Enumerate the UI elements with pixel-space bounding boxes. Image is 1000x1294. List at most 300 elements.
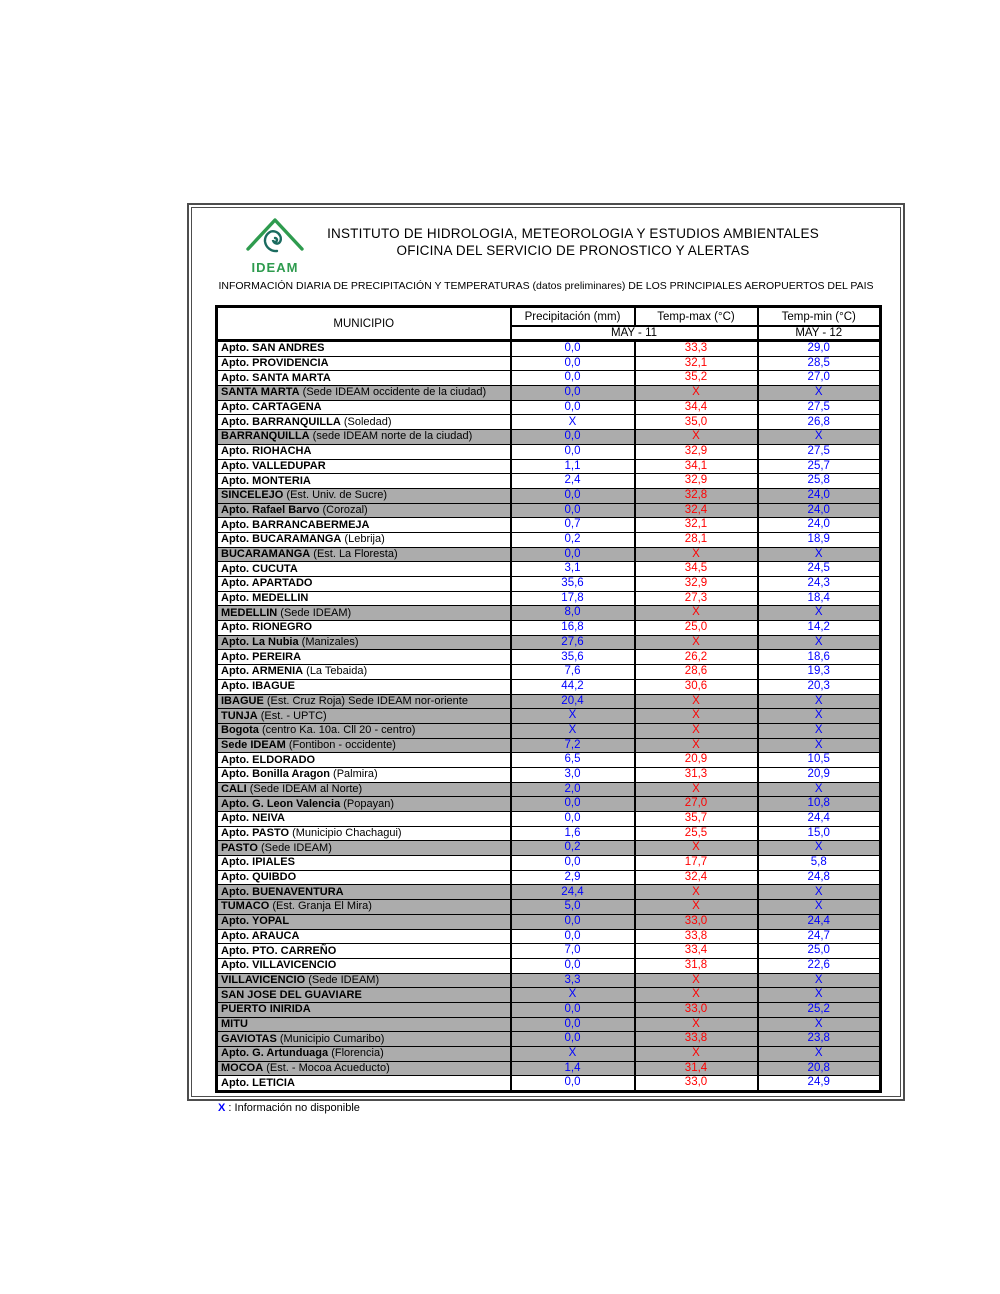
municipio-name: Apto. VALLEDUPAR (221, 459, 326, 472)
temp-min-value: 23,8 (758, 1032, 881, 1047)
municipio-cell (217, 797, 511, 812)
temp-min-value: X (758, 841, 881, 856)
municipio-note: (Sede IDEAM) (305, 973, 380, 986)
municipio-note: (Sede IDEAM al Norte) (246, 782, 363, 795)
precipitation-value: 7,6 (511, 665, 635, 680)
precipitation-value: 0,0 (511, 503, 635, 518)
municipio-name: Apto. CARTAGENA (221, 401, 322, 414)
temp-min-value: 26,8 (758, 415, 881, 430)
temp-min-value: X (758, 606, 881, 621)
municipio-name: Apto. VILLAVICENCIO (221, 959, 337, 972)
municipio-name: Apto. PASTO (221, 827, 290, 840)
table-row (217, 973, 881, 988)
date-header-may-11: MAY - 11 (511, 326, 758, 341)
temp-max-value: 27,0 (635, 797, 758, 812)
table-row (217, 958, 881, 973)
weather-table-body (217, 341, 881, 1092)
municipio-note: (centro Ka. 10a. Cll 20 - centro) (258, 724, 416, 737)
table-row (217, 518, 881, 533)
precipitation-value: 3,0 (511, 767, 635, 782)
table-row (217, 900, 881, 915)
municipio-cell (217, 518, 511, 533)
document-titles (308, 213, 900, 258)
temp-max-value: 32,9 (635, 444, 758, 459)
temp-max-value: 33,3 (635, 341, 758, 357)
temp-min-value: 27,5 (758, 400, 881, 415)
municipio-name: TUMACO (221, 900, 270, 913)
table-row (217, 356, 881, 371)
temp-max-value: X (635, 885, 758, 900)
precipitation-value: 20,4 (511, 694, 635, 709)
precipitation-value: 3,3 (511, 973, 635, 988)
municipio-note: (Est. - Mocoa Acueducto) (263, 1062, 390, 1075)
precipitation-value: 0,0 (511, 1017, 635, 1032)
temp-min-value: 24,0 (758, 488, 881, 503)
precipitation-value: X (511, 723, 635, 738)
municipio-note: (Est. Cruz Roja) Sede IDEAM nor-oriente (263, 694, 468, 707)
temp-min-value: 27,5 (758, 444, 881, 459)
temp-min-value: X (758, 973, 881, 988)
table-row (217, 753, 881, 768)
temp-max-value: X (635, 547, 758, 562)
municipio-cell (217, 988, 511, 1003)
municipio-cell (217, 474, 511, 489)
precipitation-value: 5,0 (511, 900, 635, 915)
temp-min-value: X (758, 885, 881, 900)
precipitation-value: 24,4 (511, 885, 635, 900)
municipio-name: Apto. ARAUCA (221, 929, 300, 942)
table-row (217, 694, 881, 709)
municipio-cell (217, 503, 511, 518)
temp-max-value: X (635, 738, 758, 753)
municipio-name: Apto. CUCUTA (221, 562, 298, 575)
precipitation-value: 2,9 (511, 870, 635, 885)
document-header (192, 208, 900, 275)
temp-min-value: X (758, 635, 881, 650)
municipio-note: (Est. Univ. de Sucre) (283, 489, 388, 502)
legend (218, 1102, 900, 1114)
temp-min-value: 24,3 (758, 577, 881, 592)
temp-min-value: X (758, 1047, 881, 1062)
precipitation-value: X (511, 415, 635, 430)
table-row (217, 1061, 881, 1076)
temp-max-value: 26,2 (635, 650, 758, 665)
table-row (217, 885, 881, 900)
document-frame-inner (191, 207, 901, 1115)
municipio-name: Apto. SAN ANDRES (221, 342, 325, 355)
precipitation-value: 0,0 (511, 958, 635, 973)
municipio-note: (Corozal) (319, 503, 368, 516)
temp-min-value: 24,7 (758, 929, 881, 944)
temp-max-value: 25,5 (635, 826, 758, 841)
temp-min-value: 19,3 (758, 665, 881, 680)
ideam-logo-icon (244, 213, 306, 257)
precipitation-value: 1,6 (511, 826, 635, 841)
temp-min-value: X (758, 547, 881, 562)
municipio-name: SINCELEJO (221, 489, 284, 502)
temp-max-value: 27,3 (635, 591, 758, 606)
table-row (217, 635, 881, 650)
temp-min-value: X (758, 723, 881, 738)
municipio-note: (Florencia) (328, 1047, 384, 1060)
temp-max-value: X (635, 694, 758, 709)
temp-max-value: X (635, 723, 758, 738)
precipitation-value: 0,0 (511, 386, 635, 401)
precipitation-value: 0,0 (511, 400, 635, 415)
precipitation-value: 3,1 (511, 562, 635, 577)
municipio-cell (217, 371, 511, 386)
precipitation-value: 35,6 (511, 650, 635, 665)
table-row (217, 503, 881, 518)
precipitation-value: X (511, 709, 635, 724)
table-row (217, 723, 881, 738)
temp-max-value: 34,1 (635, 459, 758, 474)
temp-max-value: 17,7 (635, 856, 758, 871)
temp-max-value: 33,0 (635, 1076, 758, 1092)
temp-min-value: 18,9 (758, 532, 881, 547)
temp-min-value: 22,6 (758, 958, 881, 973)
temp-min-value: 25,0 (758, 944, 881, 959)
precipitation-value: 0,2 (511, 841, 635, 856)
municipio-note: (Municipio Cumaribo) (276, 1032, 385, 1045)
municipio-name: Apto. IBAGUE (221, 680, 295, 693)
temp-max-value: 35,0 (635, 415, 758, 430)
municipio-name: VILLAVICENCIO (221, 973, 306, 986)
precipitation-value: 0,0 (511, 1076, 635, 1092)
table-row (217, 562, 881, 577)
municipio-name: Apto. BARRANCABERMEJA (221, 518, 370, 531)
municipio-name: SAN JOSE DEL GUAVIARE (221, 988, 362, 1001)
temp-min-value: 24,5 (758, 562, 881, 577)
legend-x-symbol: X (218, 1102, 226, 1115)
temp-min-value: 25,2 (758, 1002, 881, 1017)
temp-min-value: 24,8 (758, 870, 881, 885)
temp-max-value: X (635, 606, 758, 621)
municipio-name: Sede IDEAM (221, 738, 286, 751)
date-header-may-12: MAY - 12 (758, 326, 881, 341)
precipitation-value: 0,0 (511, 356, 635, 371)
precipitation-value: 0,0 (511, 488, 635, 503)
municipio-name: Apto. ARMENIA (221, 665, 304, 678)
municipio-name: CALI (221, 782, 247, 795)
table-row (217, 341, 881, 357)
municipio-name: Apto. RIONEGRO (221, 621, 313, 634)
municipio-cell (217, 782, 511, 797)
precipitation-value: 0,0 (511, 914, 635, 929)
temp-max-value: 32,8 (635, 488, 758, 503)
col-header-temp-max: Temp-max (°C) (635, 307, 758, 327)
municipio-note: (Soledad) (340, 415, 392, 428)
municipio-cell (217, 1076, 511, 1092)
temp-max-value: 32,9 (635, 577, 758, 592)
municipio-cell (217, 767, 511, 782)
municipio-name: Apto. MONTERIA (221, 474, 311, 487)
ideam-logo-text: IDEAM (251, 260, 299, 275)
table-row (217, 988, 881, 1003)
precipitation-value: 0,0 (511, 430, 635, 445)
municipio-cell (217, 1017, 511, 1032)
table-row (217, 430, 881, 445)
precipitation-value: 27,6 (511, 635, 635, 650)
municipio-cell (217, 1047, 511, 1062)
temp-min-value: 24,0 (758, 503, 881, 518)
temp-max-value: 33,8 (635, 1032, 758, 1047)
temp-max-value: X (635, 709, 758, 724)
temp-min-value: 24,9 (758, 1076, 881, 1092)
temp-max-value: 33,0 (635, 1002, 758, 1017)
municipio-cell (217, 812, 511, 827)
municipio-cell (217, 1032, 511, 1047)
municipio-name: IBAGUE (221, 694, 264, 707)
table-row (217, 767, 881, 782)
municipio-note: (Fontibon - occidente) (285, 738, 396, 751)
municipio-name: Apto. SANTA MARTA (221, 371, 331, 384)
table-row (217, 812, 881, 827)
temp-min-value: 29,0 (758, 341, 881, 357)
temp-min-value: 28,5 (758, 356, 881, 371)
table-row (217, 1047, 881, 1062)
municipio-cell (217, 870, 511, 885)
precipitation-value: 17,8 (511, 591, 635, 606)
temp-max-value: 34,5 (635, 562, 758, 577)
table-row (217, 650, 881, 665)
municipio-cell (217, 709, 511, 724)
document-frame (187, 203, 905, 1115)
municipio-cell (217, 635, 511, 650)
precipitation-value: 1,4 (511, 1061, 635, 1076)
temp-max-value: X (635, 430, 758, 445)
municipio-name: Apto. YOPAL (221, 915, 290, 928)
temp-min-value: X (758, 738, 881, 753)
municipio-name: Bogota (221, 724, 259, 737)
precipitation-value: 0,0 (511, 444, 635, 459)
temp-min-value: 24,4 (758, 812, 881, 827)
report-subtitle: INFORMACIÓN DIARIA DE PRECIPITACIÓN Y TEMPERATURAS (datos preliminares) DE LOS PRINCIPIALES AEROPUERTOS DEL PAIS (218, 280, 874, 292)
table-row (217, 914, 881, 929)
municipio-name: Apto. PEREIRA (221, 650, 302, 663)
table-row (217, 1076, 881, 1092)
table-row (217, 929, 881, 944)
municipio-name: Apto. BARRANQUILLA (221, 415, 341, 428)
municipio-cell (217, 488, 511, 503)
municipio-name: Apto. ELDORADO (221, 753, 316, 766)
municipio-name: BUCARAMANGA (221, 547, 311, 560)
table-row (217, 841, 881, 856)
temp-max-value: 31,3 (635, 767, 758, 782)
municipio-name: MEDELLIN (221, 606, 278, 619)
temp-max-value: 32,1 (635, 518, 758, 533)
municipio-name: PASTO (221, 841, 258, 854)
municipio-cell (217, 577, 511, 592)
table-row (217, 488, 881, 503)
table-row (217, 577, 881, 592)
municipio-cell (217, 386, 511, 401)
municipio-cell (217, 958, 511, 973)
temp-max-value: 31,4 (635, 1061, 758, 1076)
municipio-note: (Palmira) (329, 768, 378, 781)
municipio-note: (La Tebaida) (303, 665, 368, 678)
municipio-note: (Manizales) (298, 636, 359, 649)
municipio-cell (217, 841, 511, 856)
temp-min-value: X (758, 430, 881, 445)
municipio-name: Apto. BUCARAMANGA (221, 533, 342, 546)
temp-max-value: X (635, 988, 758, 1003)
precipitation-value: 1,1 (511, 459, 635, 474)
municipio-note: (Sede IDEAM) (257, 841, 332, 854)
precipitation-value: 0,0 (511, 797, 635, 812)
temp-min-value: 20,8 (758, 1061, 881, 1076)
precipitation-value: 2,4 (511, 474, 635, 489)
municipio-cell (217, 532, 511, 547)
temp-min-value: X (758, 386, 881, 401)
precipitation-value: 0,7 (511, 518, 635, 533)
temp-max-value: X (635, 973, 758, 988)
precipitation-value: 0,0 (511, 1002, 635, 1017)
temp-min-value: X (758, 709, 881, 724)
table-row (217, 738, 881, 753)
table-row (217, 709, 881, 724)
precipitation-value: 7,2 (511, 738, 635, 753)
table-row (217, 591, 881, 606)
table-row (217, 606, 881, 621)
municipio-name: SANTA MARTA (221, 386, 300, 399)
table-row (217, 532, 881, 547)
col-header-municipio: MUNICIPIO (217, 307, 511, 341)
temp-max-value: 32,4 (635, 503, 758, 518)
municipio-cell (217, 621, 511, 636)
precipitation-value: 0,0 (511, 929, 635, 944)
municipio-name: Apto. APARTADO (221, 577, 313, 590)
temp-max-value: X (635, 1047, 758, 1062)
municipio-note: (Popayan) (340, 797, 395, 810)
municipio-cell (217, 900, 511, 915)
precipitation-value: 0,0 (511, 856, 635, 871)
table-row (217, 1032, 881, 1047)
table-row (217, 621, 881, 636)
municipio-cell (217, 738, 511, 753)
weather-table-header (217, 307, 881, 341)
temp-max-value: X (635, 841, 758, 856)
temp-max-value: 30,6 (635, 679, 758, 694)
temp-max-value: 31,8 (635, 958, 758, 973)
municipio-cell (217, 1002, 511, 1017)
municipio-cell (217, 562, 511, 577)
municipio-cell (217, 444, 511, 459)
municipio-name: Apto. LETICIA (221, 1076, 295, 1089)
municipio-note: (Est. - UPTC) (257, 709, 327, 722)
table-row (217, 782, 881, 797)
municipio-note: (Sede IDEAM) (277, 606, 352, 619)
municipio-note: (Municipio Chachagui) (289, 827, 402, 840)
municipio-cell (217, 914, 511, 929)
municipio-note: (Est. La Floresta) (310, 547, 398, 560)
municipio-cell (217, 415, 511, 430)
legend-text: : Información no disponible (228, 1102, 360, 1115)
municipio-cell (217, 547, 511, 562)
temp-min-value: X (758, 988, 881, 1003)
table-row (217, 797, 881, 812)
temp-max-value: 33,0 (635, 914, 758, 929)
municipio-name: Apto. La Nubia (221, 636, 299, 649)
temp-min-value: 14,2 (758, 621, 881, 636)
temp-min-value: 18,6 (758, 650, 881, 665)
municipio-note: (Lebrija) (341, 533, 385, 546)
temp-max-value: 35,2 (635, 371, 758, 386)
municipio-name: Apto. IPIALES (221, 856, 295, 869)
municipio-cell (217, 973, 511, 988)
municipio-note: (Est. Granja El Mira) (269, 900, 372, 913)
municipio-name: Apto. Rafael Barvo (221, 503, 320, 516)
municipio-name: Apto. G. Artunduaga (221, 1047, 329, 1060)
table-row (217, 870, 881, 885)
municipio-cell (217, 753, 511, 768)
municipio-name: Apto. PTO. CARREÑO (221, 944, 337, 957)
municipio-name: GAVIOTAS (221, 1032, 277, 1045)
temp-min-value: 20,9 (758, 767, 881, 782)
municipio-cell (217, 665, 511, 680)
temp-min-value: 15,0 (758, 826, 881, 841)
municipio-name: Apto. PROVIDENCIA (221, 357, 329, 370)
precipitation-value: 0,0 (511, 371, 635, 386)
table-row (217, 826, 881, 841)
municipio-cell (217, 1061, 511, 1076)
weather-table (215, 305, 882, 1093)
temp-max-value: X (635, 635, 758, 650)
table-row (217, 371, 881, 386)
temp-max-value: X (635, 1017, 758, 1032)
temp-max-value: X (635, 782, 758, 797)
municipio-name: BARRANQUILLA (221, 430, 310, 443)
table-row (217, 944, 881, 959)
municipio-cell (217, 694, 511, 709)
temp-max-value: 28,1 (635, 532, 758, 547)
col-header-temp-min: Temp-min (°C) (758, 307, 881, 327)
municipio-name: MITU (221, 1017, 248, 1030)
municipio-name: Apto. NEIVA (221, 812, 285, 825)
precipitation-value: 35,6 (511, 577, 635, 592)
temp-max-value: 32,4 (635, 870, 758, 885)
temp-min-value: X (758, 900, 881, 915)
temp-min-value: 20,3 (758, 679, 881, 694)
temp-max-value: 28,6 (635, 665, 758, 680)
precipitation-value: 44,2 (511, 679, 635, 694)
table-row (217, 474, 881, 489)
table-row (217, 665, 881, 680)
table-row (217, 1017, 881, 1032)
municipio-cell (217, 826, 511, 841)
table-row (217, 856, 881, 871)
col-header-precipitacion: Precipitación (mm) (511, 307, 635, 327)
precipitation-value: 0,0 (511, 812, 635, 827)
temp-min-value: X (758, 694, 881, 709)
temp-min-value: 27,0 (758, 371, 881, 386)
precipitation-value: 6,5 (511, 753, 635, 768)
temp-min-value: 10,5 (758, 753, 881, 768)
table-row (217, 386, 881, 401)
precipitation-value: 7,0 (511, 944, 635, 959)
table-row (217, 444, 881, 459)
temp-max-value: 32,9 (635, 474, 758, 489)
temp-max-value: 35,7 (635, 812, 758, 827)
temp-max-value: 32,1 (635, 356, 758, 371)
municipio-name: MOCOA (221, 1062, 264, 1075)
precipitation-value: 8,0 (511, 606, 635, 621)
municipio-cell (217, 856, 511, 871)
temp-min-value: 24,4 (758, 914, 881, 929)
municipio-note: (Sede IDEAM occidente de la ciudad) (299, 386, 487, 399)
precipitation-value: 0,0 (511, 547, 635, 562)
municipio-cell (217, 400, 511, 415)
